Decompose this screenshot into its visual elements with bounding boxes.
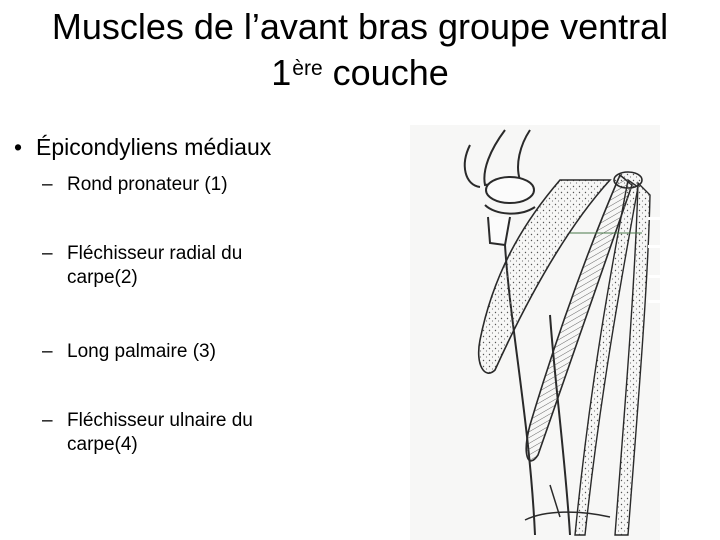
list-item-rond-pronateur xyxy=(42,173,287,197)
title-line-2-superscript: ère xyxy=(292,57,323,80)
label-marker-stubs xyxy=(648,217,660,303)
list-item-flechisseur-ulnaire xyxy=(42,409,287,457)
bullet-epicondyliens-medials xyxy=(14,133,271,161)
list-item-long-palmaire xyxy=(42,340,287,364)
dash-icon: – xyxy=(42,174,53,195)
title-line-1: Muscles de l’avant bras groupe ventral xyxy=(51,6,669,47)
dash-icon: – xyxy=(42,243,53,264)
list-item-flechisseur-radial xyxy=(42,242,287,290)
bullet-heading: Épicondyliens médiaux xyxy=(36,134,272,160)
title-line-2-number: 1 xyxy=(271,52,292,93)
forearm-drawing-svg xyxy=(410,125,660,540)
forearm-muscle-illustration xyxy=(410,125,660,540)
list-item-label: Fléchisseur ulnaire du carpe(4) xyxy=(67,410,253,455)
trochlea-shape xyxy=(486,177,534,203)
title-line-2-rest: couche xyxy=(332,52,449,93)
dash-icon: – xyxy=(42,341,53,362)
bullet-dot-icon: • xyxy=(14,134,23,160)
dash-icon: – xyxy=(42,410,53,431)
slide-title xyxy=(20,4,700,96)
list-item-label: Fléchisseur radial du carpe(2) xyxy=(67,243,243,288)
list-item-label: Rond pronateur (1) xyxy=(67,174,228,195)
list-item-label: Long palmaire (3) xyxy=(67,341,216,362)
